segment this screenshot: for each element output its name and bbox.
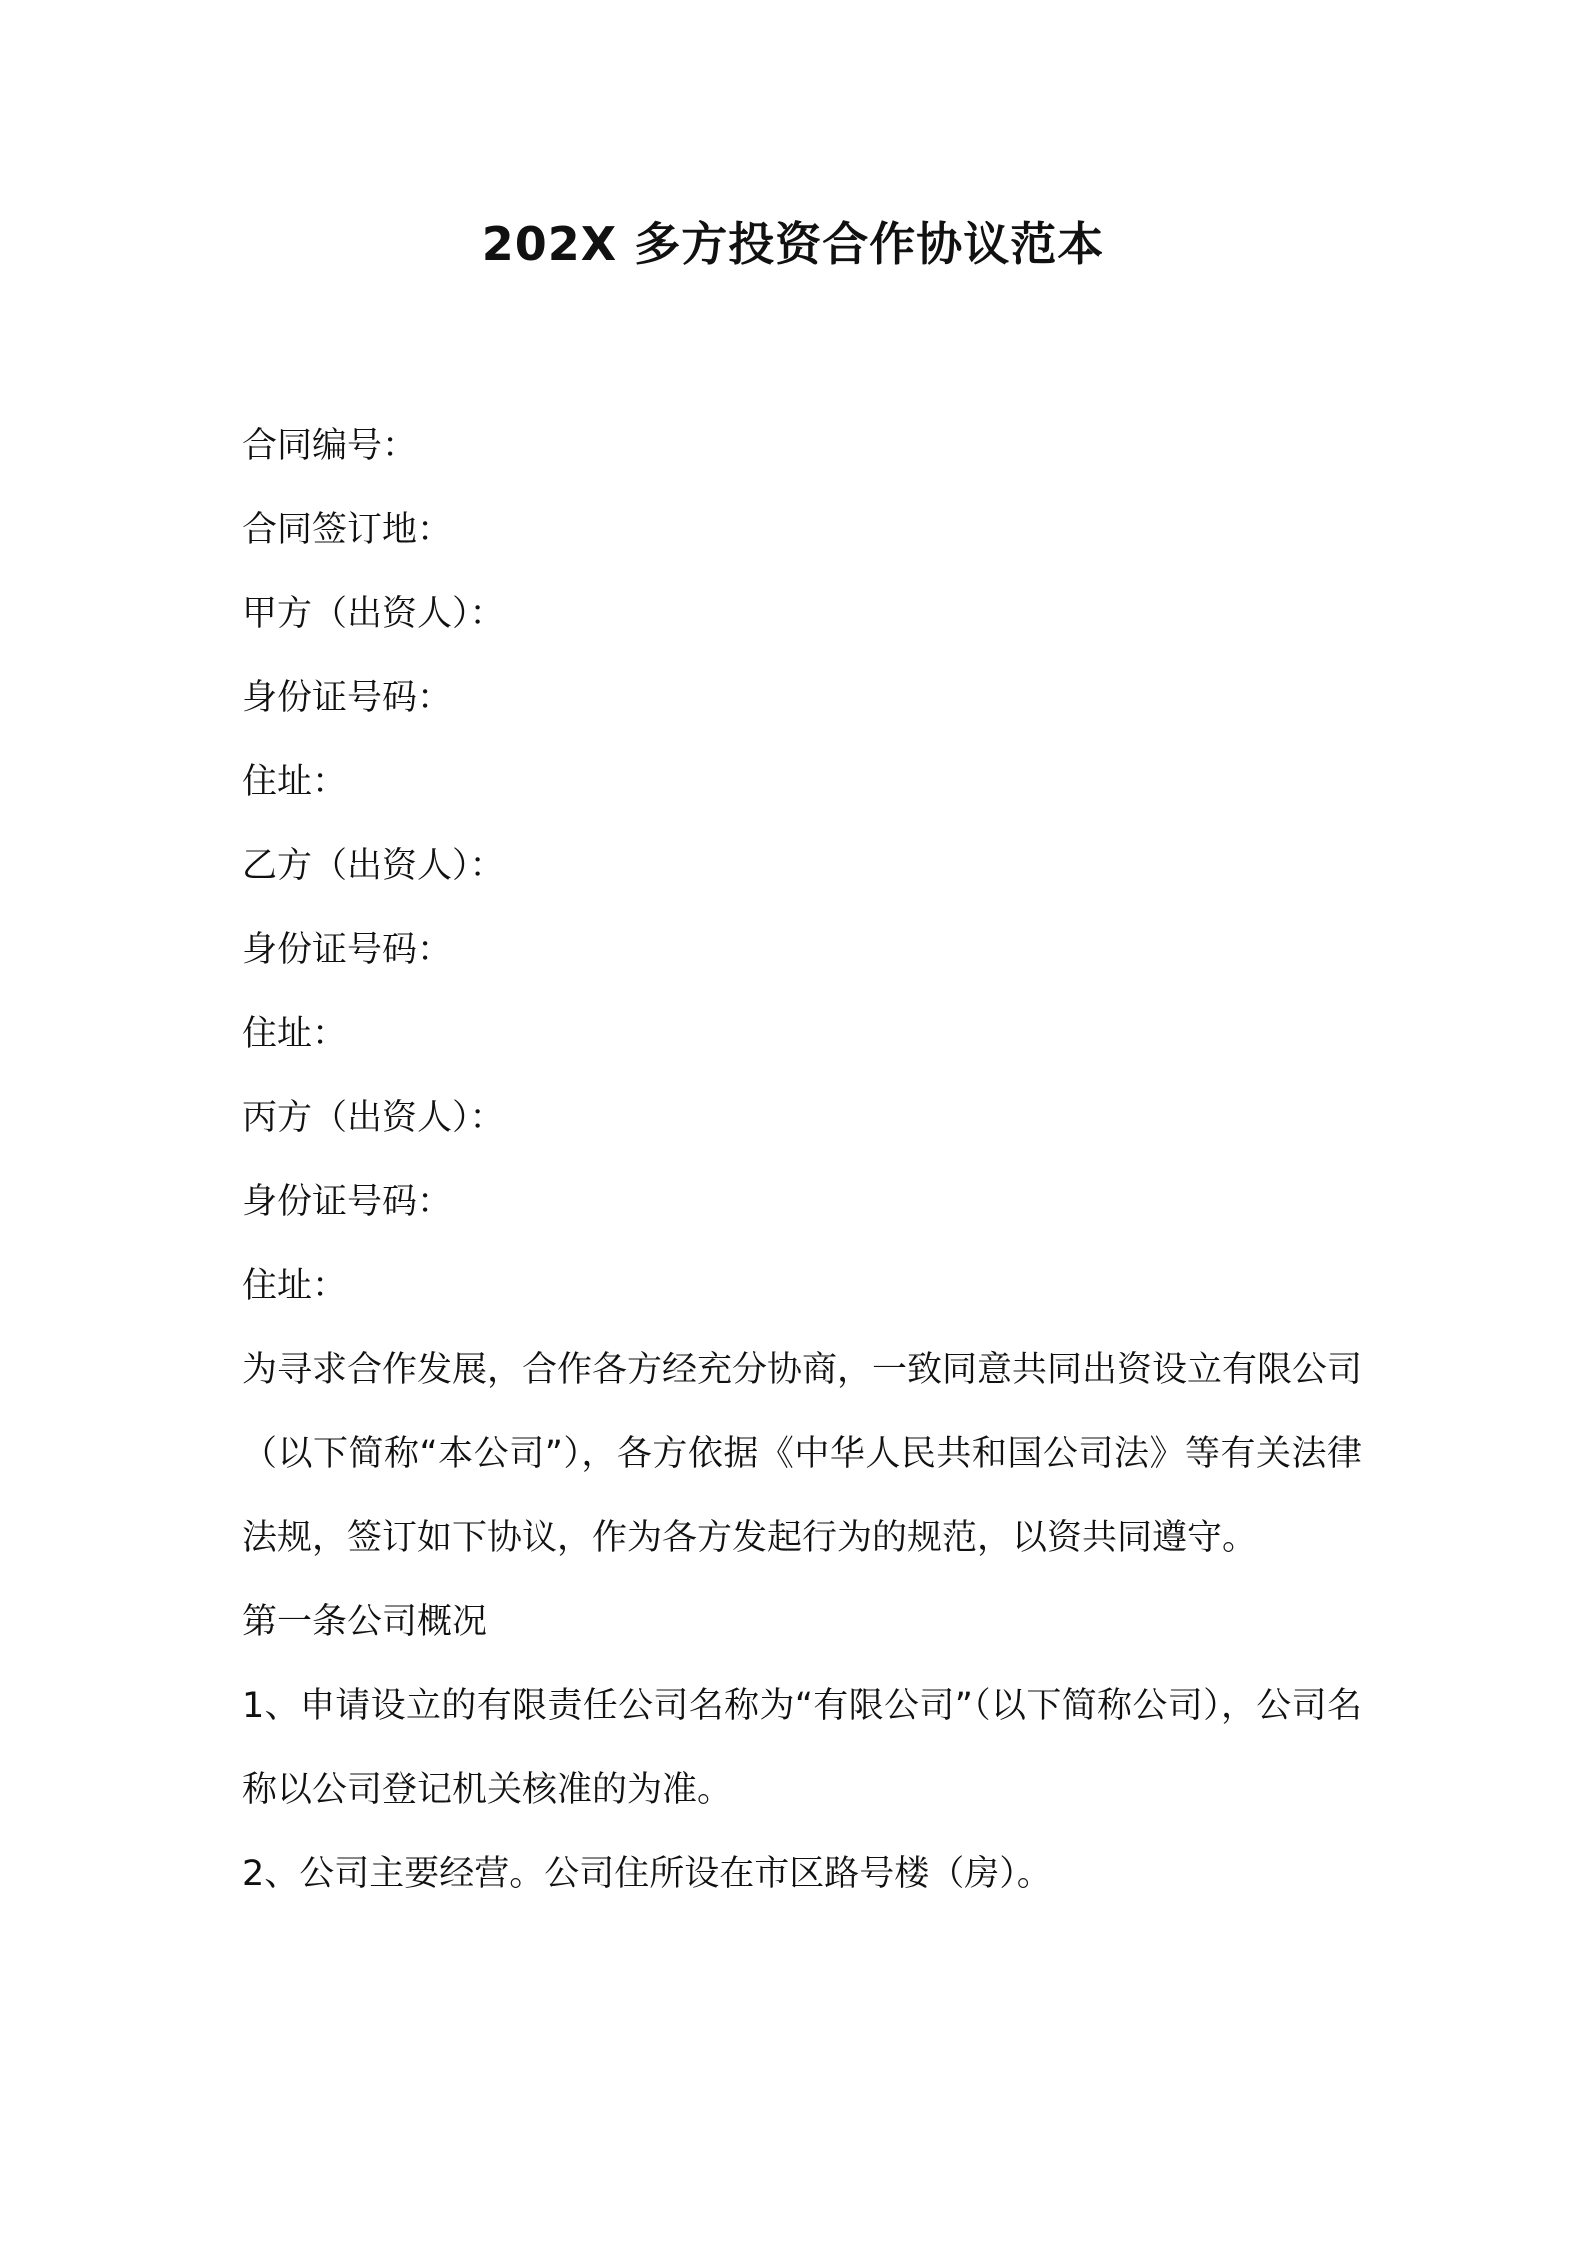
field-party-b: 乙方（出资人）：	[242, 846, 505, 886]
article-heading: 第一条公司概况	[242, 1602, 488, 1642]
field-signing-place: 合同签订地：	[242, 510, 453, 550]
clause-1: 1、申请设立的有限责任公司名称为“有限公司”（以下简称公司），公司名称以公司登记机关核准的为准。	[242, 1686, 1362, 1810]
field-party-c-address: 住址：	[242, 1266, 348, 1306]
field-party-c-id: 身份证号码：	[242, 1182, 453, 1222]
clause-2: 2、公司主要经营。公司住所设在市区路号楼（房）。	[242, 1854, 1052, 1894]
field-party-b-address: 住址：	[242, 1014, 348, 1054]
document-body	[242, 404, 1362, 1916]
field-party-c: 丙方（出资人）：	[242, 1098, 505, 1138]
field-party-a-address: 住址：	[242, 762, 348, 802]
field-party-a: 甲方（出资人）：	[242, 594, 505, 634]
field-party-b-id: 身份证号码：	[242, 930, 453, 970]
field-contract-number: 合同编号：	[242, 426, 418, 466]
field-party-a-id: 身份证号码：	[242, 678, 453, 718]
document-title: 202X 多方投资合作协议范本	[481, 217, 1105, 271]
preamble-paragraph: 为寻求合作发展，合作各方经充分协商，一致同意共同出资设立有限公司（以下简称“本公司”），各方依据《中华人民共和国公司法》等有关法律法规，签订如下协议，作为各方发起行为的规范，以资共同遵守。	[242, 1350, 1363, 1558]
